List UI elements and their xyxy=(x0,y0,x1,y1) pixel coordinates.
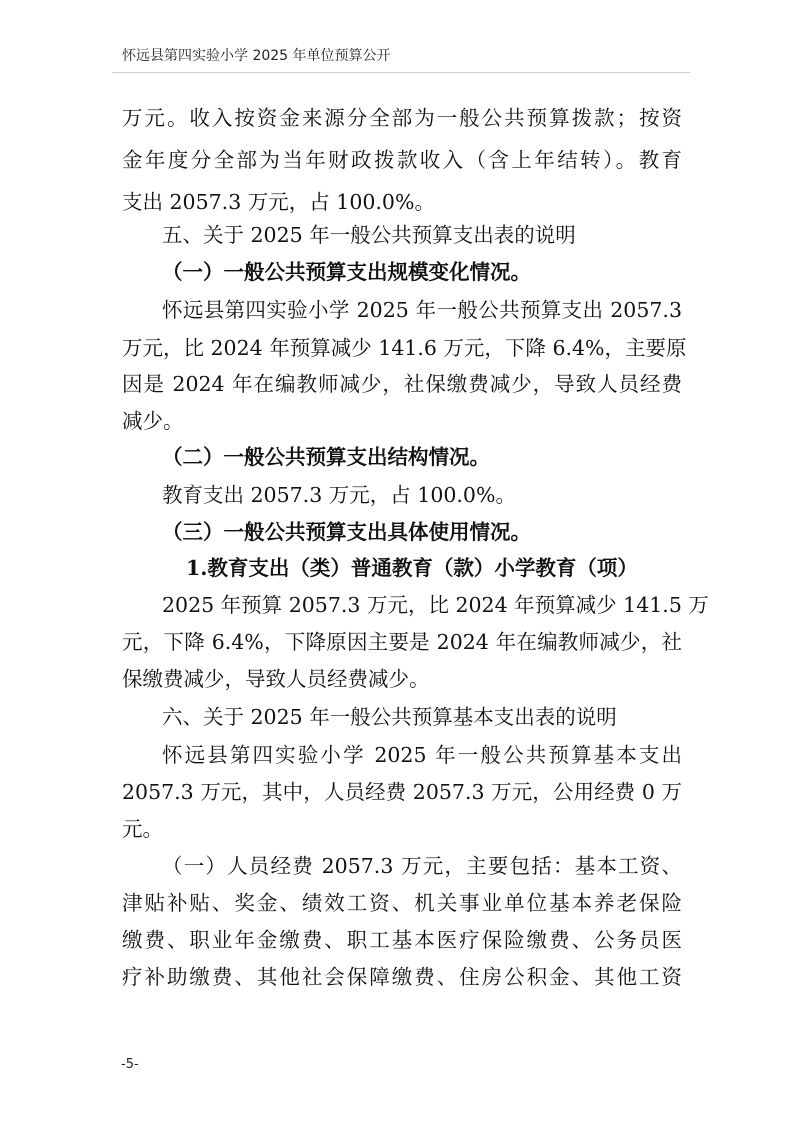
body-line-11: 教育支出 2057.3 万元，占 100.0%。 xyxy=(162,483,516,507)
body-line-9: 减少。 xyxy=(122,409,184,433)
body-line-1: 万元。收入按资金来源分全部为一般公共预算拨款；按资 xyxy=(122,106,682,130)
body-line-6: 怀远县第四实验小学 2025 年一般公共预算支出 2057.3 xyxy=(162,298,682,322)
body-line-2: 金年度分全部为当年财政拨款收入（含上年结转）。教育 xyxy=(122,148,682,172)
body-line-22: 津贴补贴、奖金、绩效工资、机关事业单位基本养老保险 xyxy=(122,891,682,915)
body-line-14: 2025 年预算 2057.3 万元，比 2024 年预算减少 141.5 万 xyxy=(162,593,709,617)
body-line-19: 2057.3 万元，其中，人员经费 2057.3 万元，公用经费 0 万 xyxy=(122,780,682,804)
body-line-24: 疗补助缴费、其他社会保障缴费、住房公积金、其他工资 xyxy=(122,965,682,989)
body-line-3: 支出 2057.3 万元，占 100.0%。 xyxy=(122,190,435,214)
page-number: -5- xyxy=(121,1057,139,1072)
section-heading-6: 六、关于 2025 年一般公共预算基本支出表的说明 xyxy=(162,705,617,729)
page-header-title: 怀远县第四实验小学 2025 年单位预算公开 xyxy=(122,48,391,64)
header-divider xyxy=(112,72,690,73)
section-heading-5: 五、关于 2025 年一般公共预算支出表的说明 xyxy=(162,223,576,247)
subheading-5-2: （二）一般公共预算支出结构情况。 xyxy=(162,445,490,469)
body-line-21: （一）人员经费 2057.3 万元，主要包括：基本工资、 xyxy=(162,854,682,878)
subheading-item-1: 1.教育支出（类）普通教育（款）小学教育（项） xyxy=(186,556,638,580)
subheading-5-3: （三）一般公共预算支出具体使用情况。 xyxy=(162,520,531,544)
body-line-18: 怀远县第四实验小学 2025 年一般公共预算基本支出 xyxy=(162,743,682,767)
body-line-7: 万元，比 2024 年预算减少 141.6 万元，下降 6.4%，主要原 xyxy=(122,336,687,360)
subheading-5-1: （一）一般公共预算支出规模变化情况。 xyxy=(162,260,531,284)
body-line-16: 保缴费减少，导致人员经费减少。 xyxy=(122,667,430,691)
body-line-23: 缴费、职业年金缴费、职工基本医疗保险缴费、公务员医 xyxy=(122,928,682,952)
body-line-15: 元，下降 6.4%，下降原因主要是 2024 年在编教师减少，社 xyxy=(122,630,682,654)
body-line-20: 元。 xyxy=(122,817,163,841)
body-line-8: 因是 2024 年在编教师减少，社保缴费减少，导致人员经费 xyxy=(122,372,682,396)
